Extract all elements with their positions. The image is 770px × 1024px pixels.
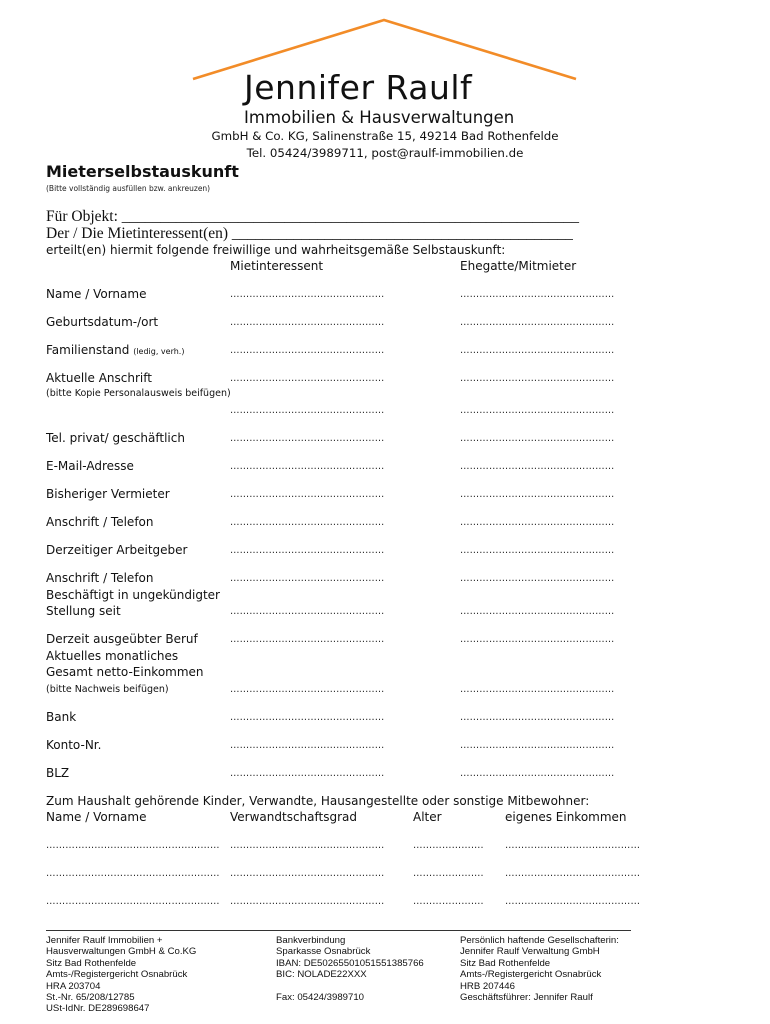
household-2-income-field[interactable]: ……………………………………: [505, 868, 641, 879]
spouse-landlord-contact-field[interactable]: …………………………………………: [460, 517, 615, 528]
footer-divider: [46, 930, 631, 931]
spouse-job-field[interactable]: …………………………………………: [460, 634, 615, 645]
applicant-family-field[interactable]: …………………………………………: [230, 345, 385, 356]
household-1-name-field[interactable]: ………………………………………………: [46, 840, 220, 851]
household-col-income: eigenes Einkommen: [505, 810, 627, 824]
applicant-account-field[interactable]: …………………………………………: [230, 740, 385, 751]
applicant-landlord-contact-field[interactable]: …………………………………………: [230, 517, 385, 528]
label-bank: Bank: [46, 710, 77, 724]
page-title: Mieterselbstauskunft: [46, 162, 239, 181]
applicant-job-field[interactable]: …………………………………………: [230, 634, 385, 645]
spouse-name-field[interactable]: …………………………………………: [460, 289, 615, 300]
label-income-1: Aktuelles monatliches: [46, 649, 179, 663]
spouse-employer-contact-field[interactable]: …………………………………………: [460, 573, 615, 584]
label-job: Derzeit ausgeübter Beruf: [46, 632, 198, 646]
label-employer: Derzeitiger Arbeitgeber: [46, 543, 188, 557]
applicant-bank-field[interactable]: …………………………………………: [230, 712, 385, 723]
applicant-address-field[interactable]: …………………………………………: [230, 373, 385, 384]
label-employer-contact: Anschrift / Telefon: [46, 571, 154, 585]
column-header-spouse: Ehegatte/Mitmieter: [460, 259, 577, 273]
spouse-email-field[interactable]: …………………………………………: [460, 461, 615, 472]
applicant-landlord-field[interactable]: …………………………………………: [230, 489, 385, 500]
household-intro: Zum Haushalt gehörende Kinder, Verwandte, Hausangestellte oder sonstige Mitbewohner:: [46, 794, 590, 808]
household-3-income-field[interactable]: ……………………………………: [505, 896, 641, 907]
spouse-blz-field[interactable]: …………………………………………: [460, 768, 615, 779]
household-1-income-field[interactable]: ……………………………………: [505, 840, 641, 851]
household-1-age-field[interactable]: ………………….: [413, 840, 484, 851]
spouse-landlord-field[interactable]: …………………………………………: [460, 489, 615, 500]
label-employment-1: Beschäftigt in ungekündigter: [46, 588, 220, 602]
label-birth: Geburtsdatum-/ort: [46, 315, 159, 329]
label-email: E-Mail-Adresse: [46, 459, 134, 473]
footer-bank-info: Bankverbindung Sparkasse Osnabrück IBAN: DE50265501051551385766 BIC: NOLADE22XXX Fax: 05424/3989710: [276, 935, 424, 1004]
household-2-name-field[interactable]: ………………………………………………: [46, 868, 220, 879]
spouse-income-field[interactable]: …………………………………………: [460, 684, 615, 695]
label-phone: Tel. privat/ geschäftlich: [46, 431, 185, 445]
label-name: Name / Vorname: [46, 287, 147, 301]
household-3-age-field[interactable]: ………………….: [413, 896, 484, 907]
label-landlord: Bisheriger Vermieter: [46, 487, 170, 501]
spouse-employer-field[interactable]: …………………………………………: [460, 545, 615, 556]
label-blz: BLZ: [46, 766, 70, 780]
form-instruction: (Bitte vollständig ausfüllen bzw. ankreuzen): [46, 184, 211, 193]
company-address: GmbH & Co. KG, Salinenstraße 15, 49214 Bad Rothenfelde: [211, 129, 559, 143]
label-account: Konto-Nr.: [46, 738, 102, 752]
household-3-name-field[interactable]: ………………………………………………: [46, 896, 220, 907]
applicant-email-field[interactable]: …………………………………………: [230, 461, 385, 472]
applicant-birth-field[interactable]: …………………………………………: [230, 317, 385, 328]
household-2-relation-field[interactable]: …………………………………………: [230, 868, 385, 879]
column-header-applicant: Mietinteressent: [230, 259, 324, 273]
object-field[interactable]: Für Objekt: ___________________________________________________________: [46, 208, 580, 225]
household-col-relation: Verwandtschaftsgrad: [230, 810, 357, 824]
applicant-field[interactable]: Der / Die Mietinteressent(en) ____________________________________________: [46, 225, 573, 242]
applicant-address-field-2[interactable]: …………………………………………: [230, 405, 385, 416]
applicant-phone-field[interactable]: …………………………………………: [230, 433, 385, 444]
household-col-age: Alter: [413, 810, 442, 824]
applicant-name-field[interactable]: …………………………………………: [230, 289, 385, 300]
applicant-blz-field[interactable]: …………………………………………: [230, 768, 385, 779]
company-logo-name: Jennifer Raulf: [244, 68, 473, 107]
footer-partner-info: Persönlich haftende Gesellschafterin: Jennifer Raulf Verwaltung GmbH Sitz Bad Rothenfelde Amts-/Registergericht Osnabrück HRB 207446 Geschäftsführer: Jennifer Raulf: [460, 935, 619, 1004]
applicant-employer-contact-field[interactable]: …………………………………………: [230, 573, 385, 584]
spouse-address-field[interactable]: …………………………………………: [460, 373, 615, 384]
income-hint: (bitte Nachweis beifügen): [46, 684, 169, 695]
applicant-employer-field[interactable]: …………………………………………: [230, 545, 385, 556]
spouse-birth-field[interactable]: …………………………………………: [460, 317, 615, 328]
spouse-employment-field[interactable]: …………………………………………: [460, 606, 615, 617]
spouse-bank-field[interactable]: …………………………………………: [460, 712, 615, 723]
applicant-employment-field[interactable]: …………………………………………: [230, 606, 385, 617]
label-family-status: Familienstand (ledig, verh.): [46, 343, 185, 357]
label-employment-2: Stellung seit: [46, 604, 121, 618]
spouse-account-field[interactable]: …………………………………………: [460, 740, 615, 751]
company-logo-subtitle: Immobilien & Hausverwaltungen: [244, 108, 515, 127]
spouse-address-field-2[interactable]: …………………………………………: [460, 405, 615, 416]
household-3-relation-field[interactable]: …………………………………………: [230, 896, 385, 907]
footer-company-info: Jennifer Raulf Immobilien + Hausverwaltungen GmbH & Co.KG Sitz Bad Rothenfelde Amts-/Registergericht Osnabrück HRA 203704 St.-Nr. 65/208/12785 USt-IdNr. DE289698647: [46, 935, 197, 1015]
label-landlord-contact: Anschrift / Telefon: [46, 515, 154, 529]
applicant-income-field[interactable]: …………………………………………: [230, 684, 385, 695]
spouse-phone-field[interactable]: …………………………………………: [460, 433, 615, 444]
household-2-age-field[interactable]: ………………….: [413, 868, 484, 879]
household-1-relation-field[interactable]: …………………………………………: [230, 840, 385, 851]
form-intro: erteilt(en) hiermit folgende freiwillige und wahrheitsgemäße Selbstauskunft:: [46, 243, 506, 257]
label-income-2: Gesamt netto-Einkommen: [46, 665, 204, 679]
company-contact: Tel. 05424/3989711, post@raulf-immobilien.de: [246, 146, 524, 160]
address-hint: (bitte Kopie Personalausweis beifügen): [46, 388, 231, 399]
label-address: Aktuelle Anschrift: [46, 371, 152, 385]
household-col-name: Name / Vorname: [46, 810, 147, 824]
spouse-family-field[interactable]: …………………………………………: [460, 345, 615, 356]
